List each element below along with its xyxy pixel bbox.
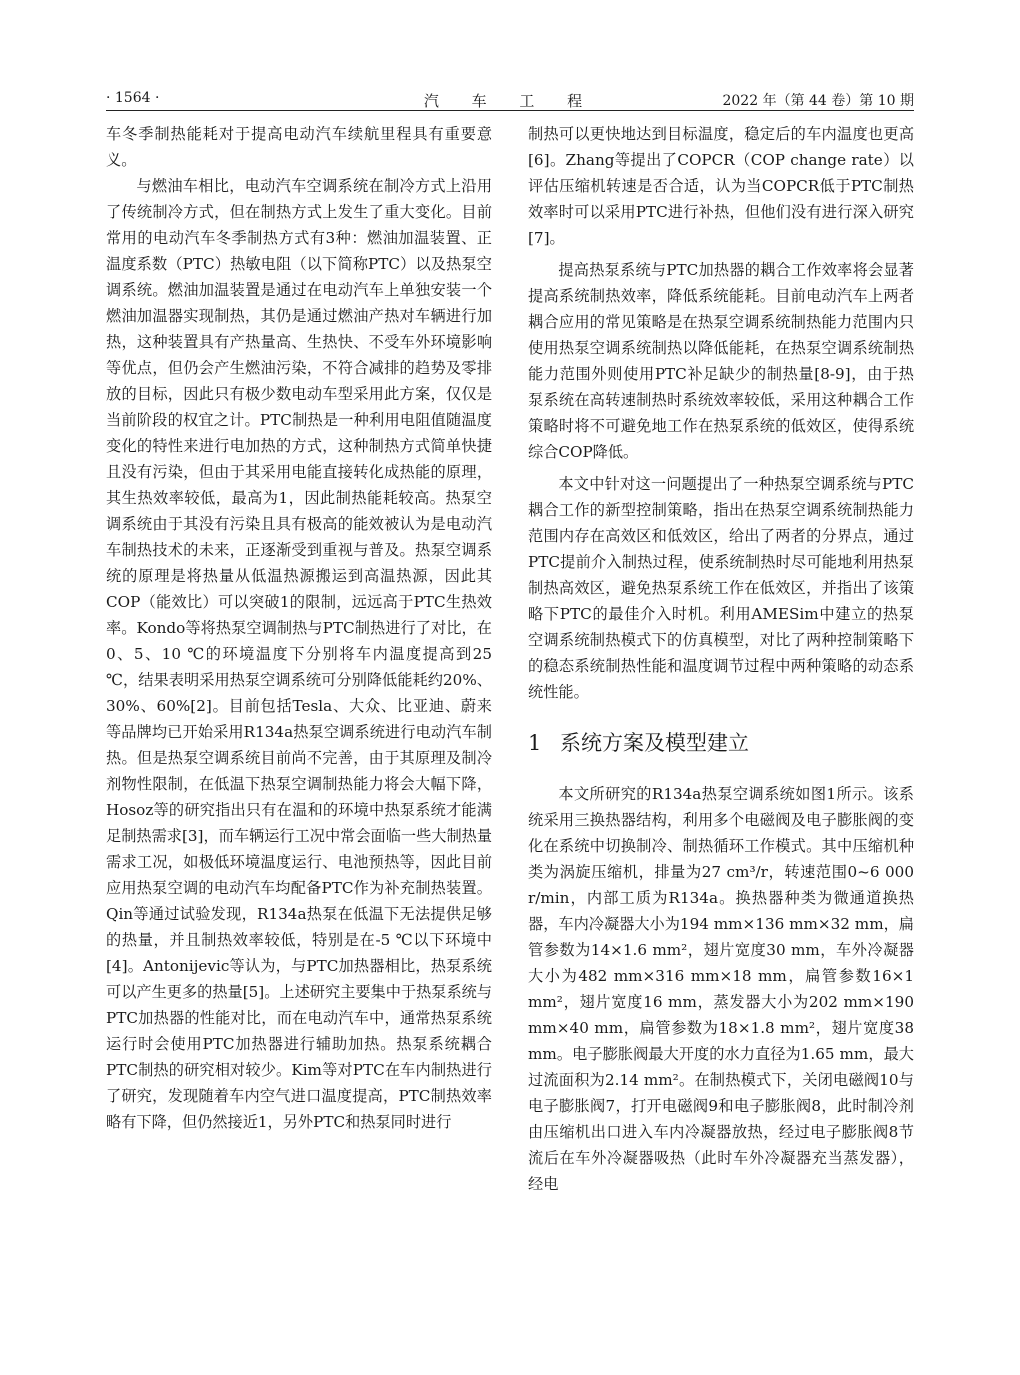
- page-number: · 1564 ·: [106, 90, 160, 106]
- paragraph: 制热可以更快地达到目标温度，稳定后的车内温度也更高[6]。Zhang等提出了COPCR（COP change rate）以评估压缩机转速是否合适，认为当COPCR低于PTC制热效率时可以采用PTC进行补热，但他们没有进行深入研究[7]。: [528, 125, 914, 247]
- issue-info: 2022 年（第 44 卷）第 10 期: [722, 93, 914, 109]
- paragraph: 本文所研究的R134a热泵空调系统如图1所示。该系统采用三换热器结构，利用多个电磁阀及电子膨胀阀的变化在系统中切换制冷、制热循环工作模式。其中压缩机种类为涡旋压缩机，排量为27 cm³/r，转速范围0~6 000 r/min，内部工质为R134a。换热器种类为微通道换热器，车内冷凝器大小为194 mm×136 mm×32 mm，扁管参数为14×1.6 mm²，翅片宽度30 mm，车外冷凝器大小为482 mm×316 mm×18 mm，扁管参数16×1 mm²，翅片宽度16 mm，蒸发器大小为202 mm×190 mm×40 mm，扁管参数为18×1.8 mm²，翅片宽度38 mm。电子膨胀阀最大开度的水力直径为1.65 mm，最大过流面积为2.14 mm²。在制热模式下，关闭电磁阀10与电子膨胀阀7，打开电磁阀9和电子膨胀阀8，此时制冷剂由压缩机出口进入车内冷凝器放热，经过电子膨胀阀8节流后在车外冷凝器吸热（此时车外冷凝器充当蒸发器），经电: [528, 785, 914, 1193]
- paragraph: 与燃油车相比，电动汽车空调系统在制冷方式上沿用了传统制冷方式，但在制热方式上发生了重大变化。目前常用的电动汽车冬季制热方式有3种：燃油加温装置、正温度系数（PTC）热敏电阻（以下简称PTC）以及热泵空调系统。燃油加温装置是通过在电动汽车上单独安装一个燃油加温器实现制热，其仍是通过燃油产热对车辆进行加热，这种装置具有产热量高、生热快、不受车外环境影响等优点，但仍会产生燃油污染，不符合减排的趋势及零排放的目标，因此只有极少数电动车型采用此方案，仅仅是当前阶段的权宜之计。PTC制热是一种利用电阻值随温度变化的特性来进行电加热的方式，这种制热方式简单快捷且没有污染，但由于其采用电能直接转化成热能的原理，其生热效率较低，最高为1，因此制热能耗较高。热泵空调系统由于其没有污染且具有极高的能效被认为是电动汽车制热技术的未来，正逐渐受到重视与普及。热泵空调系统的原理是将热量从低温热源搬运到高温热源，因此其COP（能效比）可以突破1的限制，远远高于PTC生热效率。Kondo等将热泵空调制热与PTC制热进行了对比，在0、5、10 ℃的环境温度下分别将车内温度提高到25 ℃，结果表明采用热泵空调系统可分别降低能耗约20%、30%、60%[2]。目前包括Tesla、大众、比亚迪、蔚来等品牌均已开始采用R134a热泵空调系统进行电动汽车制热。但是热泵空调系统目前尚不完善，由于其原理及制冷剂物性限制，在低温下热泵空调制热能力将会大幅下降，Hosoz等的研究指出只有在温和的环境中热泵系统才能满足制热需求[3]，而车辆运行工况中常会面临一些大制热量需求工况，如极低环境温度运行、电池预热等，因此目前应用热泵空调的电动汽车均配备PTC作为补充制热装置。Qin等通过试验发现，R134a热泵在低温下无法提供足够的热量，并且制热效率较低，特别是在-5 ℃以下环境中[4]。Antonijevic等认为，与PTC加热器相比，热泵系统可以产生更多的热量[5]。上述研究主要集中于热泵系统与PTC加热器的性能对比，而在电动汽车中，通常热泵系统运行时会使用PTC加热器进行辅助加热。热泵系统耦合PTC制热的研究相对较少。Kim等对PTC在车内制热进行了研究，发现随着车内空气进口温度提高，PTC制热效率略有下降，但仍然接近1，另外PTC和热泵同时进行: [106, 177, 493, 1131]
- left-column: [106, 121, 492, 1135]
- paragraph: 提高热泵系统与PTC加热器的耦合工作效率将会显著提高系统制热效率，降低系统能耗。目前电动汽车上两者耦合应用的常见策略是在热泵空调系统制热能力范围内只使用热泵空调系统制热以降低能耗，在热泵空调系统制热能力范围外则使用PTC补足缺少的制热量[8-9]，由于热泵系统在高转速制热时系统效率较低，采用这种耦合工作策略时将不可避免地工作在热泵系统的低效区，使得系统综合COP降低。: [528, 261, 914, 461]
- paragraph: 本文中针对这一问题提出了一种热泵空调系统与PTC耦合工作的新型控制策略，指出在热泵空调系统制热能力范围内存在高效区和低效区，给出了两者的分界点，通过PTC提前介入制热过程，使系统制热时尽可能地利用热泵制热高效区，避免热泵系统工作在低效区，并指出了该策略下PTC的最佳介入时机。利用AMESim中建立的热泵空调系统制热模式下的仿真模型，对比了两种控制策略下的稳态系统制热性能和温度调节过程中两种策略的动态系统性能。: [528, 475, 914, 701]
- section-title: 系统方案及模型建立: [560, 731, 749, 755]
- header-rule: [106, 110, 914, 111]
- section-number: 1: [528, 731, 542, 755]
- paragraph: 车冬季制热能耗对于提高电动汽车续航里程具有重要意义。: [106, 125, 492, 169]
- section-heading: [528, 727, 914, 759]
- right-column: [528, 121, 914, 1197]
- journal-name: 汽 车 工 程: [423, 92, 597, 110]
